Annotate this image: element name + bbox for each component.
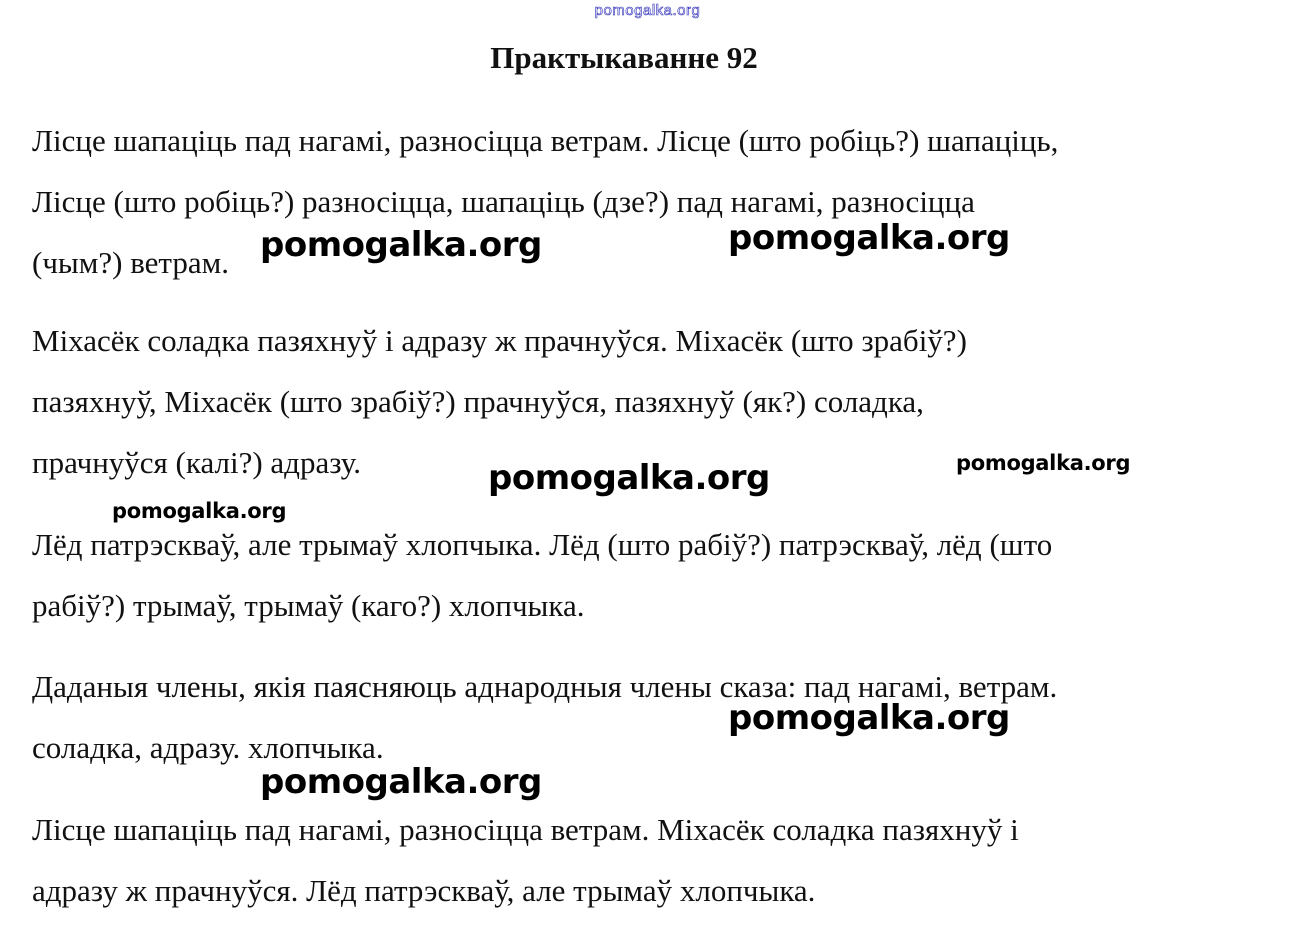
paragraph-line: Лёд патрэскваў, але трымаў хлопчыка. Лёд (што рабіў?) патрэскваў, лёд (што [32, 527, 1053, 562]
watermark: pomogalka.org [488, 458, 770, 498]
watermark: pomogalka.org [728, 698, 1010, 738]
watermark: pomogalka.org [956, 451, 1131, 475]
paragraph-3 [32, 514, 1262, 636]
paragraph-line: Лісце (што робіць?) разносіцца, шапаціць (дзе?) пад нагамі, разносіцца [32, 184, 975, 219]
watermark: pomogalka.org [112, 499, 287, 523]
paragraph-line: Міхасёк соладка пазяхнуў і адразу ж прачнуўся. Міхасёк (што зрабіў?) [32, 323, 967, 358]
paragraph-line: Лісце шапаціць пад нагамі, разносіцца ветрам. Міхасёк соладка пазяхнуў і [32, 812, 1019, 847]
paragraph-4 [32, 656, 1262, 778]
paragraph-line: пазяхнуў, Міхасёк (што зрабіў?) прачнуўся, пазяхнуў (як?) соладка, [32, 384, 924, 419]
paragraph-5 [32, 799, 1262, 921]
paragraph-line: Даданыя члены, якія паясняюць аднародныя члены сказа: пад нагамі, ветрам. [32, 669, 1058, 704]
paragraph-line: адразу ж прачнуўся. Лёд патрэскваў, але трымаў хлопчыка. [32, 873, 816, 908]
page-title: Практыкаванне 92 [490, 40, 758, 75]
paragraph-line: Лісце шапаціць пад нагамі, разносіцца ветрам. Лісце (што робіць?) шапаціць, [32, 123, 1059, 158]
watermark: pomogalka.org [728, 218, 1010, 258]
paragraph-line: прачнуўся (калі?) адразу. [32, 445, 361, 480]
paragraph-line: рабіў?) трымаў, трымаў (каго?) хлопчыка. [32, 588, 585, 623]
top-watermark: pomogalka.org [594, 2, 701, 19]
watermark: pomogalka.org [260, 225, 542, 265]
watermark: pomogalka.org [260, 762, 542, 802]
paragraph-1 [32, 110, 1262, 293]
paragraph-line: (чым?) ветрам. [32, 245, 229, 280]
paragraph-line: соладка, адразу. хлопчыка. [32, 730, 384, 765]
